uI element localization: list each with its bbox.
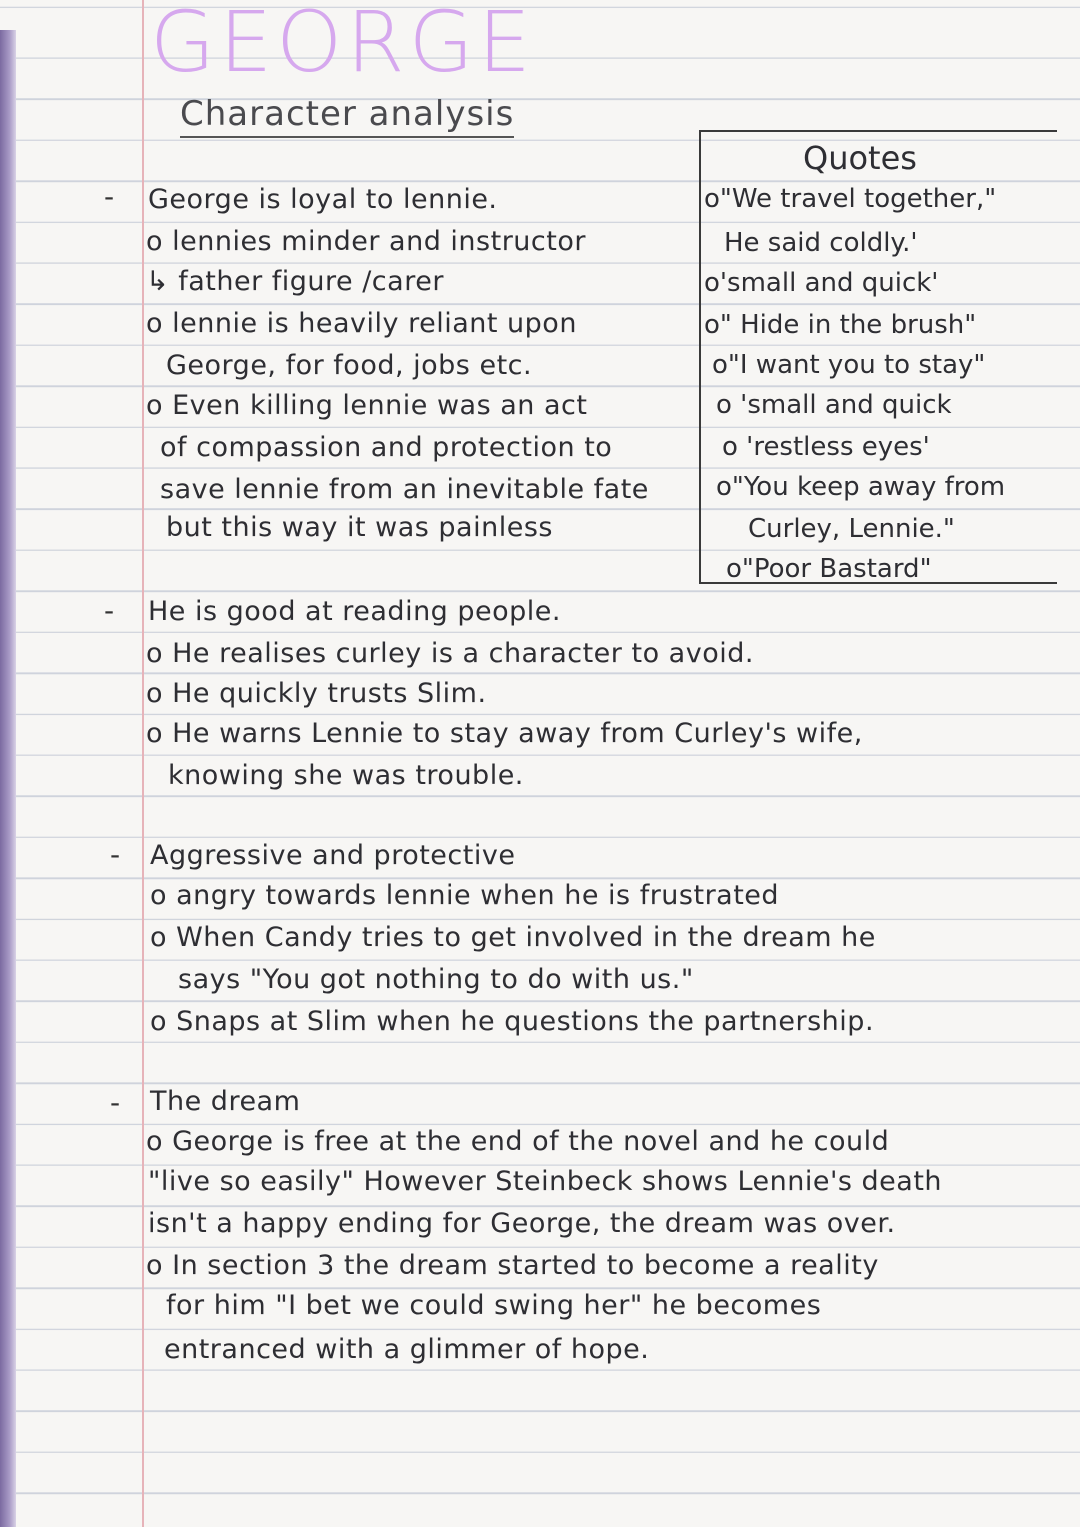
note-line: save lennie from an inevitable fate — [160, 474, 649, 505]
quote-item: o 'small and quick — [716, 390, 952, 420]
note-line: o lennies minder and instructor — [146, 226, 586, 257]
section-dash: - — [110, 838, 121, 871]
note-line: isn't a happy ending for George, the dream was over. — [148, 1208, 896, 1239]
section-heading-reading: He is good at reading people. — [148, 596, 562, 627]
section-dash: - — [104, 180, 115, 213]
page-subtitle: Character analysis — [180, 94, 514, 138]
note-line: entranced with a glimmer of hope. — [164, 1334, 650, 1365]
quote-item: He said coldly.' — [724, 228, 918, 258]
note-line: for him "I bet we could swing her" he becomes — [166, 1290, 822, 1321]
note-line: o When Candy tries to get involved in the dream he — [150, 922, 876, 953]
quote-item: o"I want you to stay" — [712, 350, 986, 380]
margin-line — [142, 0, 144, 1527]
quote-item: o 'restless eyes' — [722, 432, 930, 462]
note-line: o He warns Lennie to stay away from Curley's wife, — [146, 718, 863, 749]
note-line: o lennie is heavily reliant upon — [146, 308, 577, 339]
quote-item: o"Poor Bastard" — [726, 554, 932, 584]
note-line: but this way it was painless — [166, 512, 553, 543]
note-line: o He quickly trusts Slim. — [146, 678, 487, 709]
note-line: o Snaps at Slim when he questions the partnership. — [150, 1006, 875, 1037]
note-line: o In section 3 the dream started to become a reality — [146, 1250, 879, 1281]
section-dash: - — [104, 594, 115, 627]
note-line: "live so easily" However Steinbeck shows Lennie's death — [148, 1166, 943, 1197]
section-heading-loyal: George is loyal to lennie. — [148, 184, 498, 215]
note-line: George, for food, jobs etc. — [166, 350, 533, 381]
note-line: o Even killing lennie was an act — [146, 390, 588, 421]
notebook-binding — [0, 30, 16, 1527]
quote-item: o'small and quick' — [704, 268, 939, 298]
quote-item: o" Hide in the brush" — [704, 310, 977, 340]
section-dash: - — [110, 1086, 121, 1119]
quotes-heading: Quotes — [803, 139, 917, 177]
quote-item: o"You keep away from — [716, 472, 1006, 502]
page-title: GEORGE — [150, 0, 535, 91]
note-line: o George is free at the end of the novel and he could — [146, 1126, 890, 1157]
note-line: ↳ father figure /carer — [146, 266, 444, 297]
note-line: o angry towards lennie when he is frustrated — [150, 880, 780, 911]
quote-item: Curley, Lennie." — [748, 514, 955, 544]
section-heading-aggressive: Aggressive and protective — [150, 840, 516, 871]
note-line: knowing she was trouble. — [168, 760, 524, 791]
note-line: says "You got nothing to do with us." — [178, 964, 694, 995]
section-heading-dream: The dream — [150, 1086, 301, 1117]
note-line: of compassion and protection to — [160, 432, 613, 463]
note-line: o He realises curley is a character to avoid. — [146, 638, 754, 669]
quote-item: o"We travel together," — [704, 184, 997, 214]
